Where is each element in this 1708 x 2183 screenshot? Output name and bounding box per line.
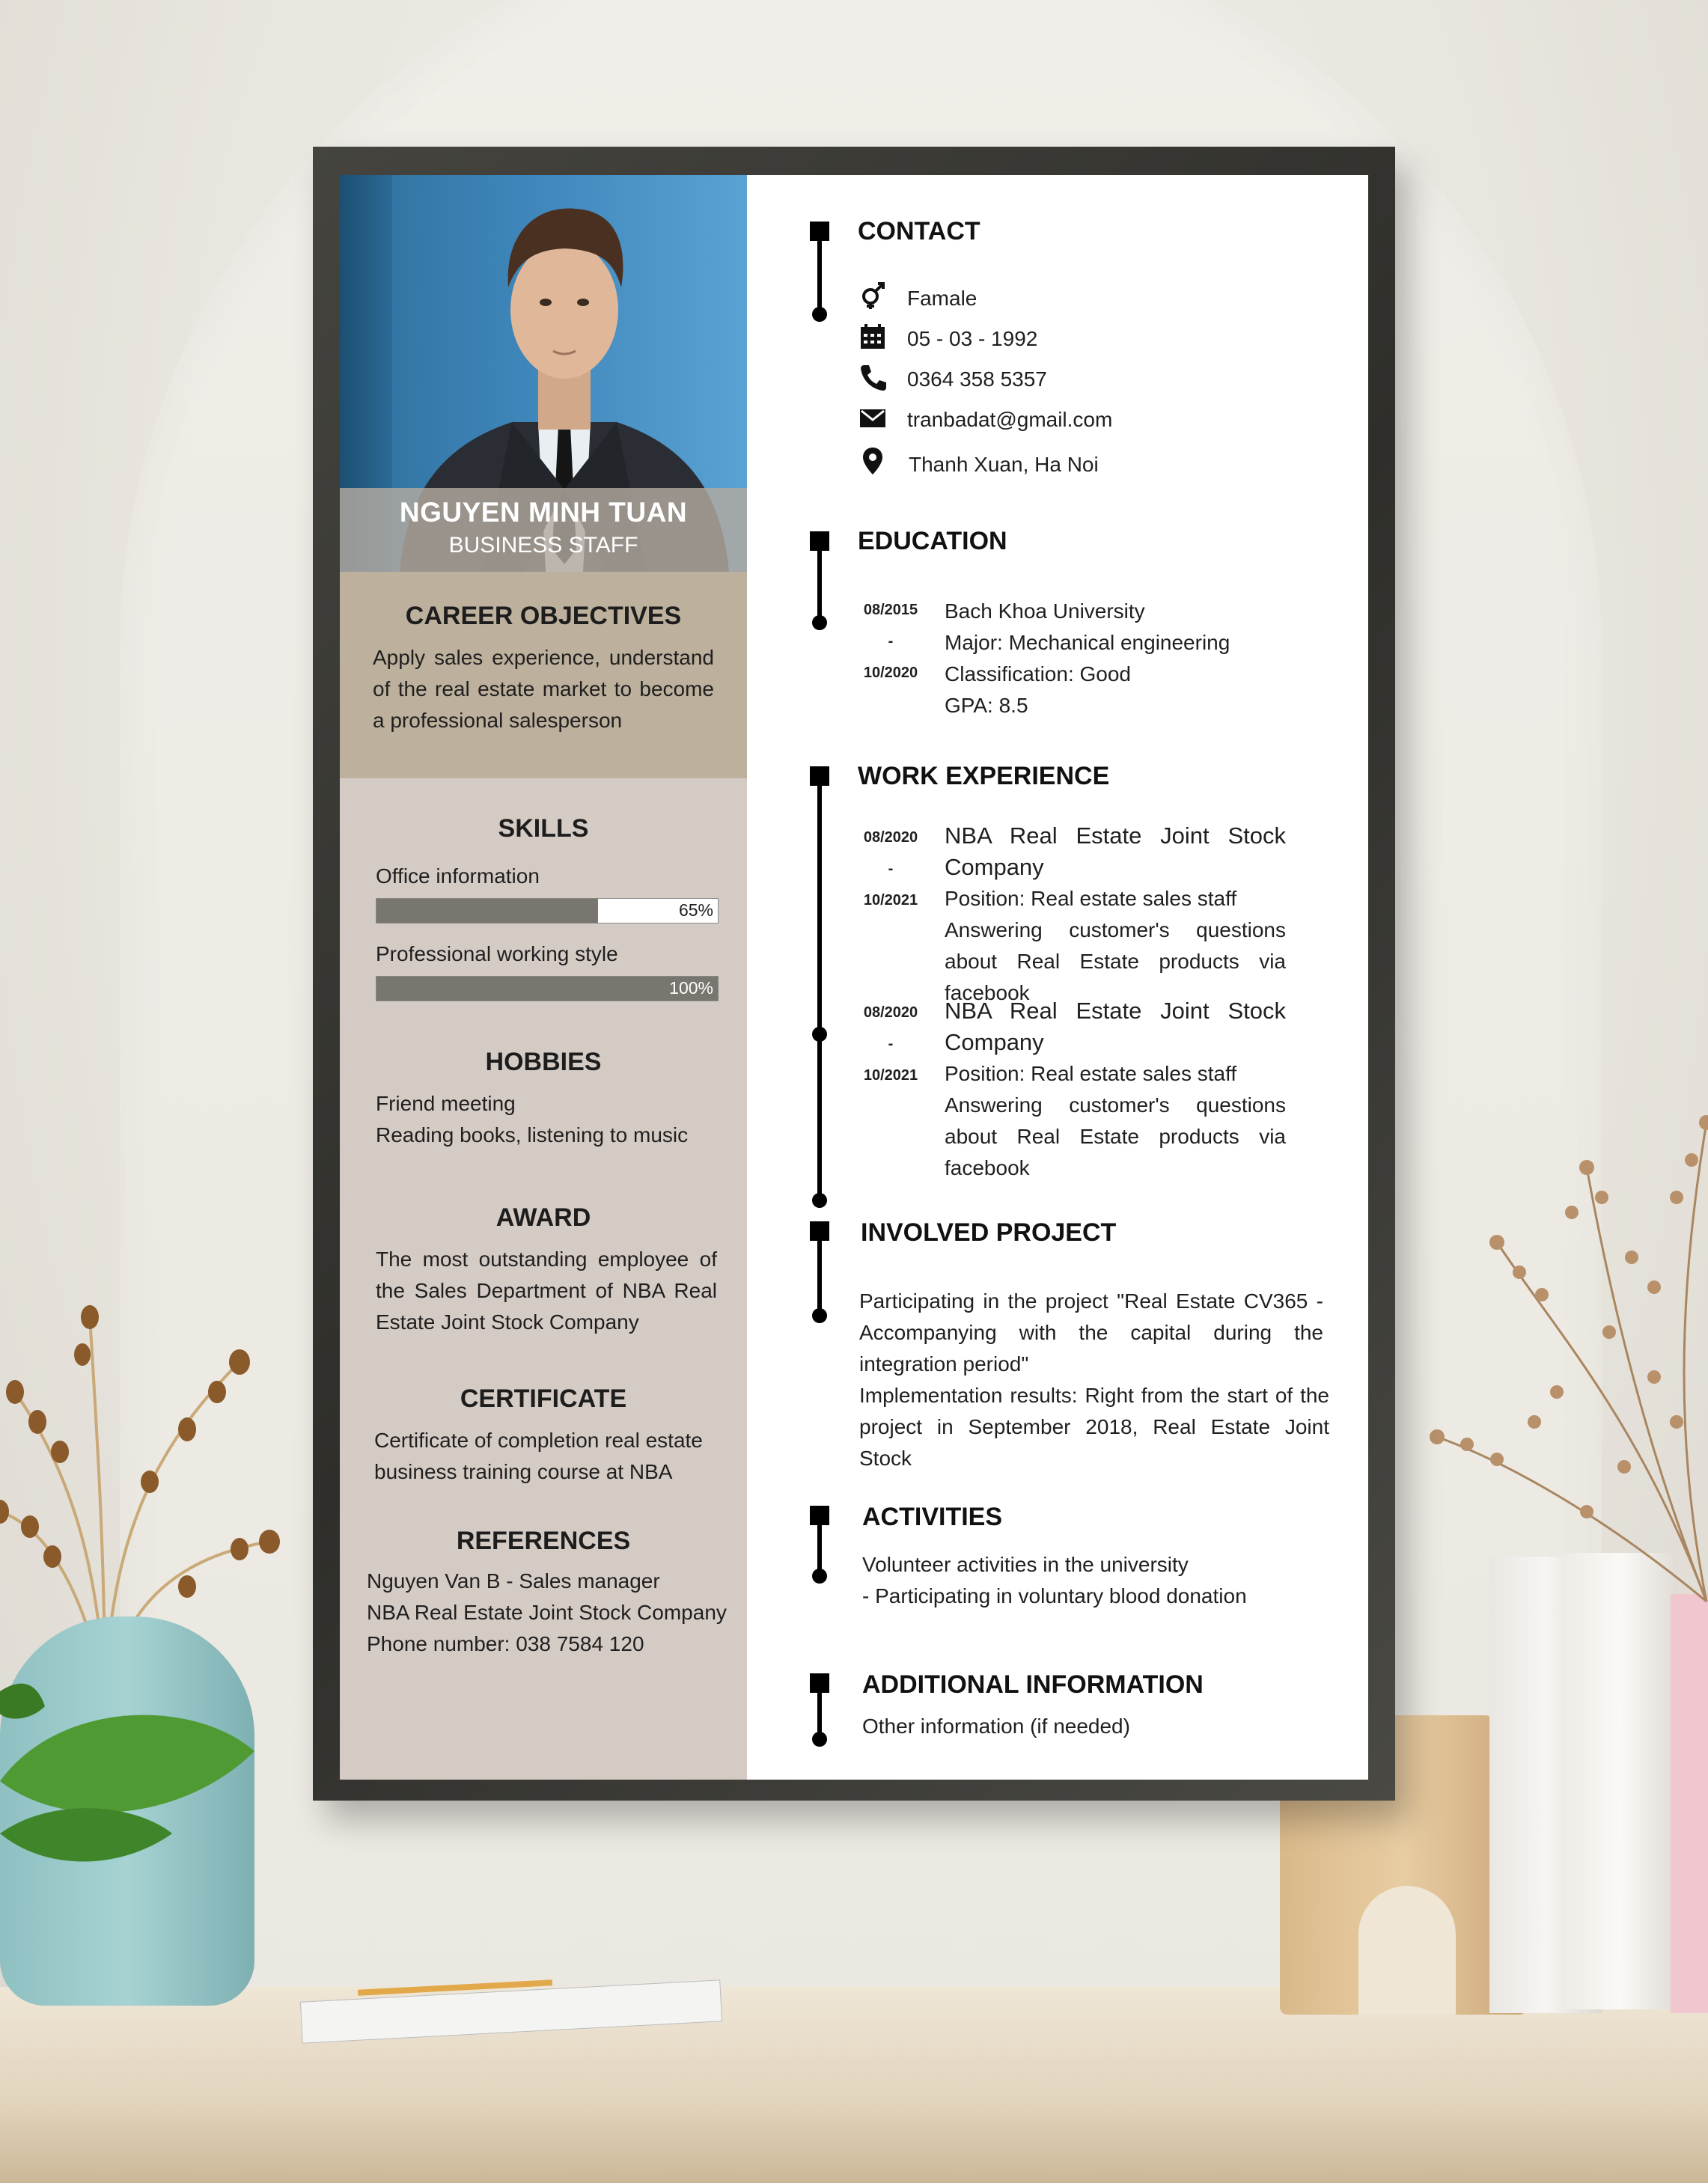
skill-label: Office information: [376, 864, 540, 888]
timeline-dot: [812, 1193, 827, 1208]
timeline-line: [817, 551, 822, 618]
elephant-arch: [1358, 1886, 1456, 2015]
skill-bar: [376, 976, 719, 1001]
award-text: The most outstanding employee of the Sales Department of NBA Real Estate Joint Stock Company: [376, 1248, 717, 1334]
timeline-dot: [812, 1027, 827, 1042]
additional-text: Other information (if needed): [862, 1715, 1130, 1738]
timeline-line: [817, 1525, 822, 1572]
cv-poster: [340, 175, 1368, 1780]
timeline-dot: [812, 1308, 827, 1323]
timeline-square: [810, 222, 829, 241]
activity-item: Volunteer activities in the university: [862, 1553, 1189, 1576]
education-date-from: 08/2015: [863, 602, 918, 618]
book-pink: [1671, 1594, 1708, 2013]
education-date-sep: -: [888, 633, 894, 650]
timeline-line: [817, 241, 822, 310]
contact-address: Thanh Xuan, Ha Noi: [909, 453, 1099, 476]
skill-percent: 65%: [678, 900, 713, 920]
contact-phone: 0364 358 5357: [907, 367, 1047, 391]
job-date-from: 08/2020: [863, 1004, 918, 1021]
education-classification: Classification: Good: [945, 662, 1132, 686]
skills-heading: SKILLS: [498, 814, 589, 843]
calendar-icon: [858, 322, 888, 352]
job-company: NBA Real Estate Joint Stock Company: [945, 822, 1286, 880]
timeline-line: [817, 1693, 822, 1736]
location-icon: [858, 446, 888, 476]
job-date-to: 10/2021: [863, 892, 918, 909]
gender-icon: [858, 280, 888, 310]
project-heading: INVOLVED PROJECT: [861, 1218, 1117, 1247]
education-school: Bach Khoa University: [945, 599, 1145, 623]
timeline-line: [817, 786, 822, 1200]
reference-line: Nguyen Van B - Sales manager: [367, 1569, 660, 1593]
references-heading: REFERENCES: [456, 1527, 631, 1555]
timeline-dot: [812, 1732, 827, 1747]
education-major: Major: Mechanical engineering: [945, 631, 1230, 654]
contact-heading: CONTACT: [858, 217, 980, 245]
job-date-sep: -: [888, 1036, 894, 1052]
certificate-text: Certificate of completion real estate business training course at NBA: [374, 1429, 703, 1483]
job-position: Position: Real estate sales staff: [945, 1062, 1237, 1085]
contact-birthday: 05 - 03 - 1992: [907, 327, 1038, 350]
sidebar: [340, 175, 747, 1780]
mail-icon: [858, 403, 888, 433]
book-stack-2: [1564, 1553, 1677, 2009]
timeline-square: [810, 1506, 829, 1525]
timeline-dot: [812, 615, 827, 630]
skill-bar-fill: [376, 977, 718, 1001]
career-heading: CAREER OBJECTIVES: [405, 602, 682, 630]
timeline-line: [817, 1241, 822, 1311]
award-heading: AWARD: [495, 1203, 591, 1232]
career-objectives-section: [340, 572, 747, 778]
contact-email: tranbadat@gmail.com: [907, 408, 1113, 431]
job-description: Answering customer's questions about Real Estate products via facebook: [945, 1093, 1286, 1179]
contact-gender: Famale: [907, 287, 977, 310]
candidate-name: NGUYEN MINH TUAN: [399, 497, 688, 528]
reference-line: NBA Real Estate Joint Stock Company: [367, 1601, 727, 1624]
timeline-square: [810, 531, 829, 551]
timeline-square: [810, 1673, 829, 1693]
hobby-item: Reading books, listening to music: [376, 1123, 689, 1147]
career-text: Apply sales experience, understand of the real estate market to become a professional salesperson: [373, 646, 714, 732]
hobbies-heading: HOBBIES: [485, 1048, 602, 1076]
shelf-edge: [0, 2103, 1708, 2183]
timeline-square: [810, 1221, 829, 1241]
certificate-heading: CERTIFICATE: [460, 1384, 627, 1413]
candidate-title: BUSINESS STAFF: [448, 533, 638, 558]
activities-heading: ACTIVITIES: [862, 1503, 1003, 1531]
skill-bar: [376, 898, 719, 923]
timeline-dot: [812, 307, 827, 322]
plant-right-decor: [1407, 943, 1708, 1616]
job-date-sep: -: [888, 861, 894, 877]
skill-bar-fill: [376, 899, 598, 923]
skill-label: Professional working style: [376, 942, 618, 965]
job-company: NBA Real Estate Joint Stock Company: [945, 998, 1286, 1055]
timeline-square: [810, 766, 829, 786]
project-results: Implementation results: Right from the start of the project in September 2018, Real Estate Joint Stock: [859, 1384, 1329, 1470]
skill-percent: 100%: [669, 978, 713, 998]
job-position: Position: Real estate sales staff: [945, 887, 1237, 910]
education-heading: EDUCATION: [858, 527, 1007, 555]
project-description: Participating in the project "Real Estate CV365 - Accompanying with the capital during the integration period": [859, 1289, 1323, 1376]
education-date-to: 10/2020: [863, 665, 918, 681]
job-date-to: 10/2021: [863, 1067, 918, 1084]
hobby-item: Friend meeting: [376, 1092, 516, 1115]
additional-heading: ADDITIONAL INFORMATION: [862, 1670, 1204, 1699]
education-gpa: GPA: 8.5: [945, 694, 1028, 717]
phone-icon: [858, 362, 888, 392]
reference-line: Phone number: 038 7584 120: [367, 1632, 644, 1655]
leaf-decor: [0, 1631, 269, 1901]
work-heading: WORK EXPERIENCE: [858, 762, 1110, 790]
job-description: Answering customer's questions about Real Estate products via facebook: [945, 918, 1286, 1004]
job-date-from: 08/2020: [863, 829, 918, 846]
timeline-dot: [812, 1569, 827, 1584]
activity-item: - Participating in voluntary blood donation: [862, 1584, 1247, 1608]
